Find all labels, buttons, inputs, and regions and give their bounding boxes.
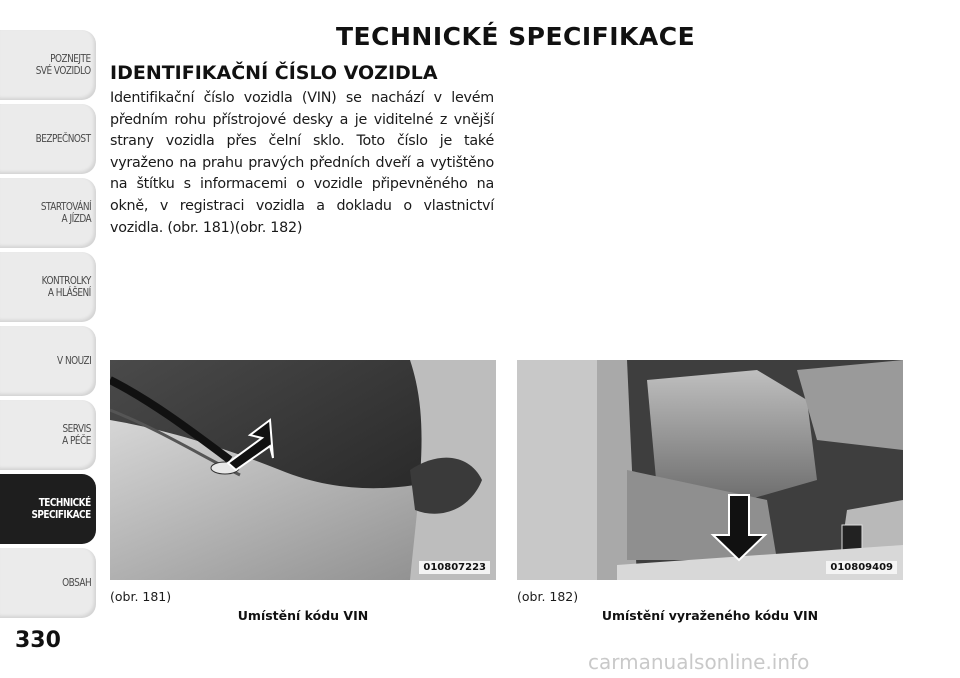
- watermark: carmanualsonline.info: [588, 650, 810, 674]
- windshield-illustration: [110, 360, 496, 580]
- figure-caption: Umístění kódu VIN: [237, 608, 369, 623]
- tab-poznejte-sve-vozidlo[interactable]: [0, 30, 96, 100]
- tab-label: POZNEJTE SVÉ VOZIDLO: [36, 53, 91, 77]
- figure-caption: Umístění vyraženého kódu VIN: [601, 608, 819, 623]
- tab-servis-a-pece[interactable]: [0, 400, 96, 470]
- figure-reference: (obr. 181): [110, 589, 172, 604]
- chapter-title: TECHNICKÉ SPECIFIKACE: [336, 22, 696, 51]
- tab-kontrolky-a-hlaseni[interactable]: [0, 252, 96, 322]
- tab-bezpecnost[interactable]: [0, 104, 96, 174]
- tab-label: BEZPEČNOST: [36, 133, 91, 145]
- figure-vin-windshield: [110, 360, 496, 580]
- figure-code: 010807223: [419, 561, 490, 574]
- figure-vin-door-sill: [517, 360, 903, 580]
- tab-label: TECHNICKÉ SPECIFIKACE: [31, 497, 91, 521]
- body-paragraph: Identifikační číslo vozidla (VIN) se nachází v levém předním rohu přístrojové desky a je viditelné z vnější strany vozidla přes čelní sklo. Toto číslo je také vyraženo na prahu pravých předních dveří a vytištěno na štítku s informacemi o vozidle připevněného na okně, v registraci vozidla a dokladu o vlastnictví vozidla. (obr. 181)(obr. 182): [110, 90, 494, 236]
- figure-code: 010809409: [826, 561, 897, 574]
- section-title: IDENTIFIKAČNÍ ČÍSLO VOZIDLA: [110, 62, 438, 84]
- tab-label: V NOUZI: [56, 355, 91, 367]
- tab-label: KONTROLKY A HLÁŠENÍ: [41, 275, 91, 299]
- tab-label: OBSAH: [61, 577, 91, 589]
- tab-technicke-specifikace[interactable]: [0, 474, 96, 544]
- tab-label: SERVIS A PÉČE: [62, 423, 91, 447]
- figure-reference: (obr. 182): [517, 589, 579, 604]
- page-number: 330: [15, 628, 61, 653]
- door-sill-illustration: [517, 360, 903, 580]
- tab-label: STARTOVÁNÍ A JÍZDA: [40, 201, 91, 225]
- tab-v-nouzi[interactable]: [0, 326, 96, 396]
- tab-startovani-a-jizda[interactable]: [0, 178, 96, 248]
- tab-obsah[interactable]: [0, 548, 96, 618]
